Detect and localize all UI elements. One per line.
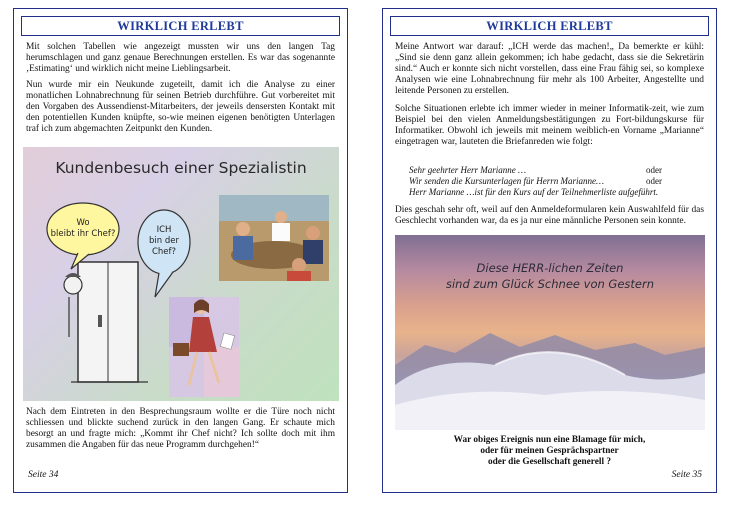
bubble-right-line2: bin der	[149, 236, 179, 246]
page-header: WIRKLICH ERLEBT	[390, 16, 709, 36]
letter-suffix: oder	[646, 176, 662, 186]
bubble-right-line3: Chef?	[151, 247, 177, 257]
illustration-title: Kundenbesuch einer Spezialistin	[55, 159, 307, 177]
image-text-line1: Diese HERR-lichen Zeiten	[476, 261, 624, 275]
paragraph-new-customer: Nun wurde mir ein Neukunde zugeteilt, damit ich die Analyse zu einer monatlichen Lohnabrechnung für seinen Betrieb durchführe. Gut vorbereitet mit den Vorgaben des Aussendienst-Mitarbeiters, der jeweils densersten Kontakt mit den potentiellen Kunden knüpfte, so-wie meinen eigenen benötigten Unterlagen traf ich zum abgemachten Zeitpunkt den Kunden.	[26, 80, 335, 134]
caption-line1: War obiges Ereignis nun eine Blamage für mich,	[453, 435, 646, 445]
paragraph-intro: Mit solchen Tabellen wie angezeigt mussten wir uns den langen Tag herumschlagen und ganz genaue Berechnungen erstellen. Es war das sogenannte ‚Estimating‘ und wirklich nicht meine Lieblingsarbeit.	[26, 42, 335, 74]
letter-text: Herr Marianne …ist für den Kurs auf der Teilnehmerliste aufgeführt.	[409, 187, 659, 197]
letter-salutation-1	[409, 165, 698, 176]
image-caption	[395, 435, 704, 468]
paragraph-meeting: Nach dem Eintreten in den Besprechungsraum wollte er die Türe noch nicht schliessen und blickte suchend zurück in den langen Gang. Er schaute mich besorgt an und fragte mich: „Kommt ihr Chef nicht? Ich sollte doch mit ihm zusammen die Angaben für das neue Programm durchgehen!“	[26, 407, 335, 450]
page-header: WIRKLICH ERLEBT	[21, 16, 340, 36]
left-page	[13, 8, 348, 493]
letter-text: Sehr geehrter Herr Marianne …	[409, 165, 526, 175]
cartoon-illustration	[23, 147, 339, 401]
page-number: Seite 34	[28, 470, 59, 480]
bubble-left-line2: bleibt ihr Chef?	[50, 229, 116, 239]
letter-text: Wir senden die Kursunterlagen für Herrn Marianne…	[409, 176, 604, 186]
paragraph-answer: Meine Antwort war darauf: „ICH werde das machen!„ Da bemerkte er kühl: „Sind sie denn ganz allein gekommen; ich habe gedacht, dass sie die Sekretärin sind.“ Auch er konnte sich nicht vorstellen, dass eine Frau fähig sei, so komplexe Analysen wie eine Lohnabrechnung für mehr als 100 Arbeiter, Angestellte und leitende Personen zu erstellen.	[395, 42, 704, 96]
image-text-line2: sind zum Glück Schnee von Gestern	[445, 277, 655, 291]
letter-suffix: oder	[646, 165, 662, 175]
bubble-right-line1: ICH	[156, 225, 172, 235]
page-number: Seite 35	[671, 470, 702, 480]
paragraph-registration: Dies geschah sehr oft, weil auf den Anmeldeformularen kein Auswahlfeld für das Geschlecht vorhanden war, da es ja nur eine männliche Personen sein konnte.	[395, 205, 704, 226]
bubble-left-line1: Wo	[76, 218, 90, 228]
letter-salutation-3	[409, 187, 698, 198]
right-page	[382, 8, 717, 493]
caption-line3: oder die Gesellschaft generell ?	[487, 457, 612, 467]
paragraph-situations: Solche Situationen erlebte ich immer wieder in meiner Informatik-zeit, wie zum Beispiel bei den vielen Anmeldungsbestätigungen zu Fort-bildungskurse für Informatiker. Obwohl ich jeweils mit meinem weiblich-en Vorname „Marianne“ eingetragen war, lauteten die Briefanreden wie folgt:	[395, 104, 704, 147]
snow-landscape-image	[395, 235, 705, 430]
caption-line2: oder für meinen Gesprächspartner	[480, 446, 619, 456]
letter-salutation-2	[409, 176, 698, 187]
cartoon-drawing	[23, 147, 339, 401]
